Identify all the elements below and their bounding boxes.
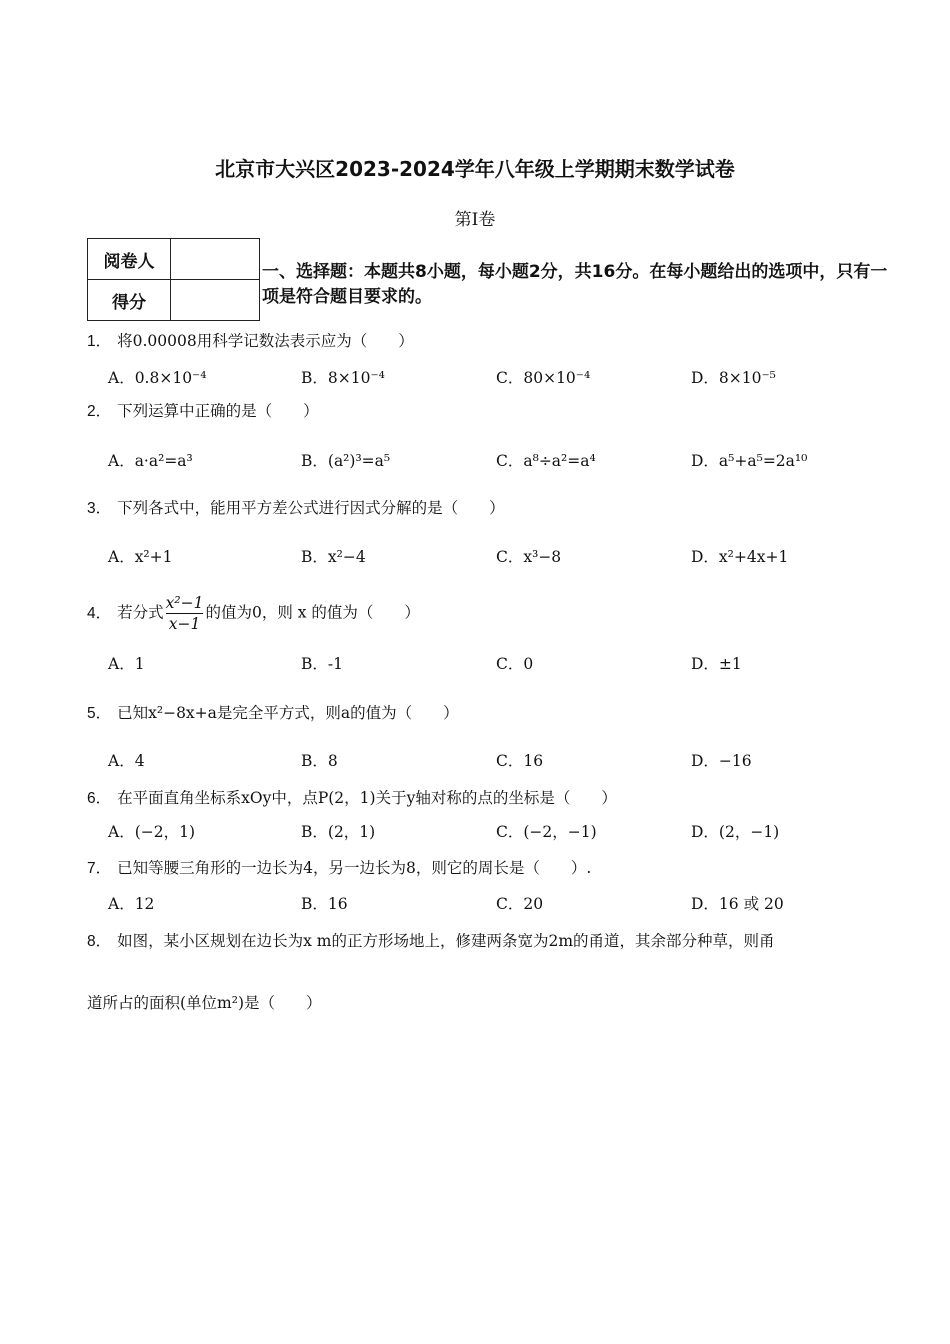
option-b: B．16 — [301, 895, 348, 913]
option-a: A．12 — [108, 895, 155, 913]
option-c: C．x³−8 — [496, 548, 562, 566]
option-d: D．x²+4x+1 — [691, 548, 789, 566]
question-5 — [87, 701, 459, 723]
question-stem: 将0.00008用科学记数法表示应为（ ） — [117, 332, 414, 350]
question-8-continued: 道所占的面积(单位m²)是（ ） — [87, 994, 322, 1012]
option-b: B．8×10⁻⁴ — [301, 369, 385, 387]
option-a: A．1 — [108, 655, 145, 673]
option-b: B．x²−4 — [301, 548, 366, 566]
fraction-numerator: x²−1 — [165, 594, 204, 612]
question-number: 2． — [87, 403, 112, 420]
question-2 — [87, 399, 319, 421]
question-1 — [87, 329, 414, 351]
question-stem-pre: 若分式 — [117, 603, 164, 622]
question-number: 7． — [87, 860, 112, 877]
option-d: D．−16 — [691, 752, 752, 770]
option-a: A．0.8×10⁻⁴ — [108, 369, 207, 387]
option-a: A．x²+1 — [108, 548, 173, 566]
option-b: B．(2，1) — [301, 823, 376, 841]
option-d: D．16 或 20 — [691, 895, 784, 913]
question-4 — [87, 593, 420, 634]
option-a: A．(−2，1) — [108, 823, 195, 841]
option-c: C．(−2，−1) — [496, 823, 597, 841]
question-number: 6． — [87, 790, 112, 807]
option-c: C．16 — [496, 752, 544, 770]
question-stem: 已知x²−8x+a是完全平方式，则a的值为（ ） — [117, 704, 459, 722]
option-d: D．8×10⁻⁵ — [691, 369, 776, 387]
question-stem-post: 的值为0，则 x 的值为（ ） — [205, 603, 420, 622]
reviewer-cell — [171, 239, 260, 280]
option-d: D．(2，−1) — [691, 823, 780, 841]
question-stem: 下列运算中正确的是（ ） — [117, 402, 319, 420]
question-7 — [87, 856, 591, 878]
volume-label: 第Ⅰ卷 — [454, 210, 496, 230]
question-number: 4． — [87, 604, 112, 622]
option-a: A．4 — [108, 752, 145, 770]
option-c: C．80×10⁻⁴ — [496, 369, 591, 387]
reviewer-label: 阅卷人 — [88, 239, 171, 280]
score-table — [87, 238, 260, 321]
option-c: C．a⁸÷a²=a⁴ — [496, 452, 596, 470]
question-stem: 如图，某小区规划在边长为x m的正方形场地上，修建两条宽为2m的甬道，其余部分种草，则甬 — [117, 932, 775, 950]
fraction — [166, 593, 204, 634]
option-c: C．0 — [496, 655, 534, 673]
option-a: A．a·a²=a³ — [108, 452, 193, 470]
question-number: 8． — [87, 933, 112, 950]
question-8 — [87, 929, 775, 951]
question-3 — [87, 496, 505, 518]
option-d: D．±1 — [691, 655, 742, 673]
question-number: 3． — [87, 500, 112, 517]
question-stem: 已知等腰三角形的一边长为4，另一边长为8，则它的周长是（ ）. — [117, 859, 592, 877]
question-number: 1． — [87, 333, 112, 350]
option-c: C．20 — [496, 895, 544, 913]
question-6 — [87, 786, 617, 808]
option-d: D．a⁵+a⁵=2a¹⁰ — [691, 452, 808, 470]
option-b: B．-1 — [301, 655, 343, 673]
question-number: 5． — [87, 705, 112, 722]
page-title: 北京市大兴区2023-2024学年八年级上学期期末数学试卷 — [215, 157, 735, 181]
question-stem: 下列各式中，能用平方差公式进行因式分解的是（ ） — [117, 499, 505, 517]
option-b: B．8 — [301, 752, 338, 770]
score-cell — [171, 280, 260, 321]
option-b: B．(a²)³=a⁵ — [301, 452, 391, 470]
section-header: 一、选择题：本题共8小题，每小题2分，共16分。在每小题给出的选项中，只有一项是符合题目要求的。 — [262, 262, 888, 307]
fraction-denominator: x−1 — [166, 613, 204, 634]
question-stem: 在平面直角坐标系xOy中，点P(2，1)关于y轴对称的点的坐标是（ ） — [117, 789, 617, 807]
score-label: 得分 — [88, 280, 171, 321]
